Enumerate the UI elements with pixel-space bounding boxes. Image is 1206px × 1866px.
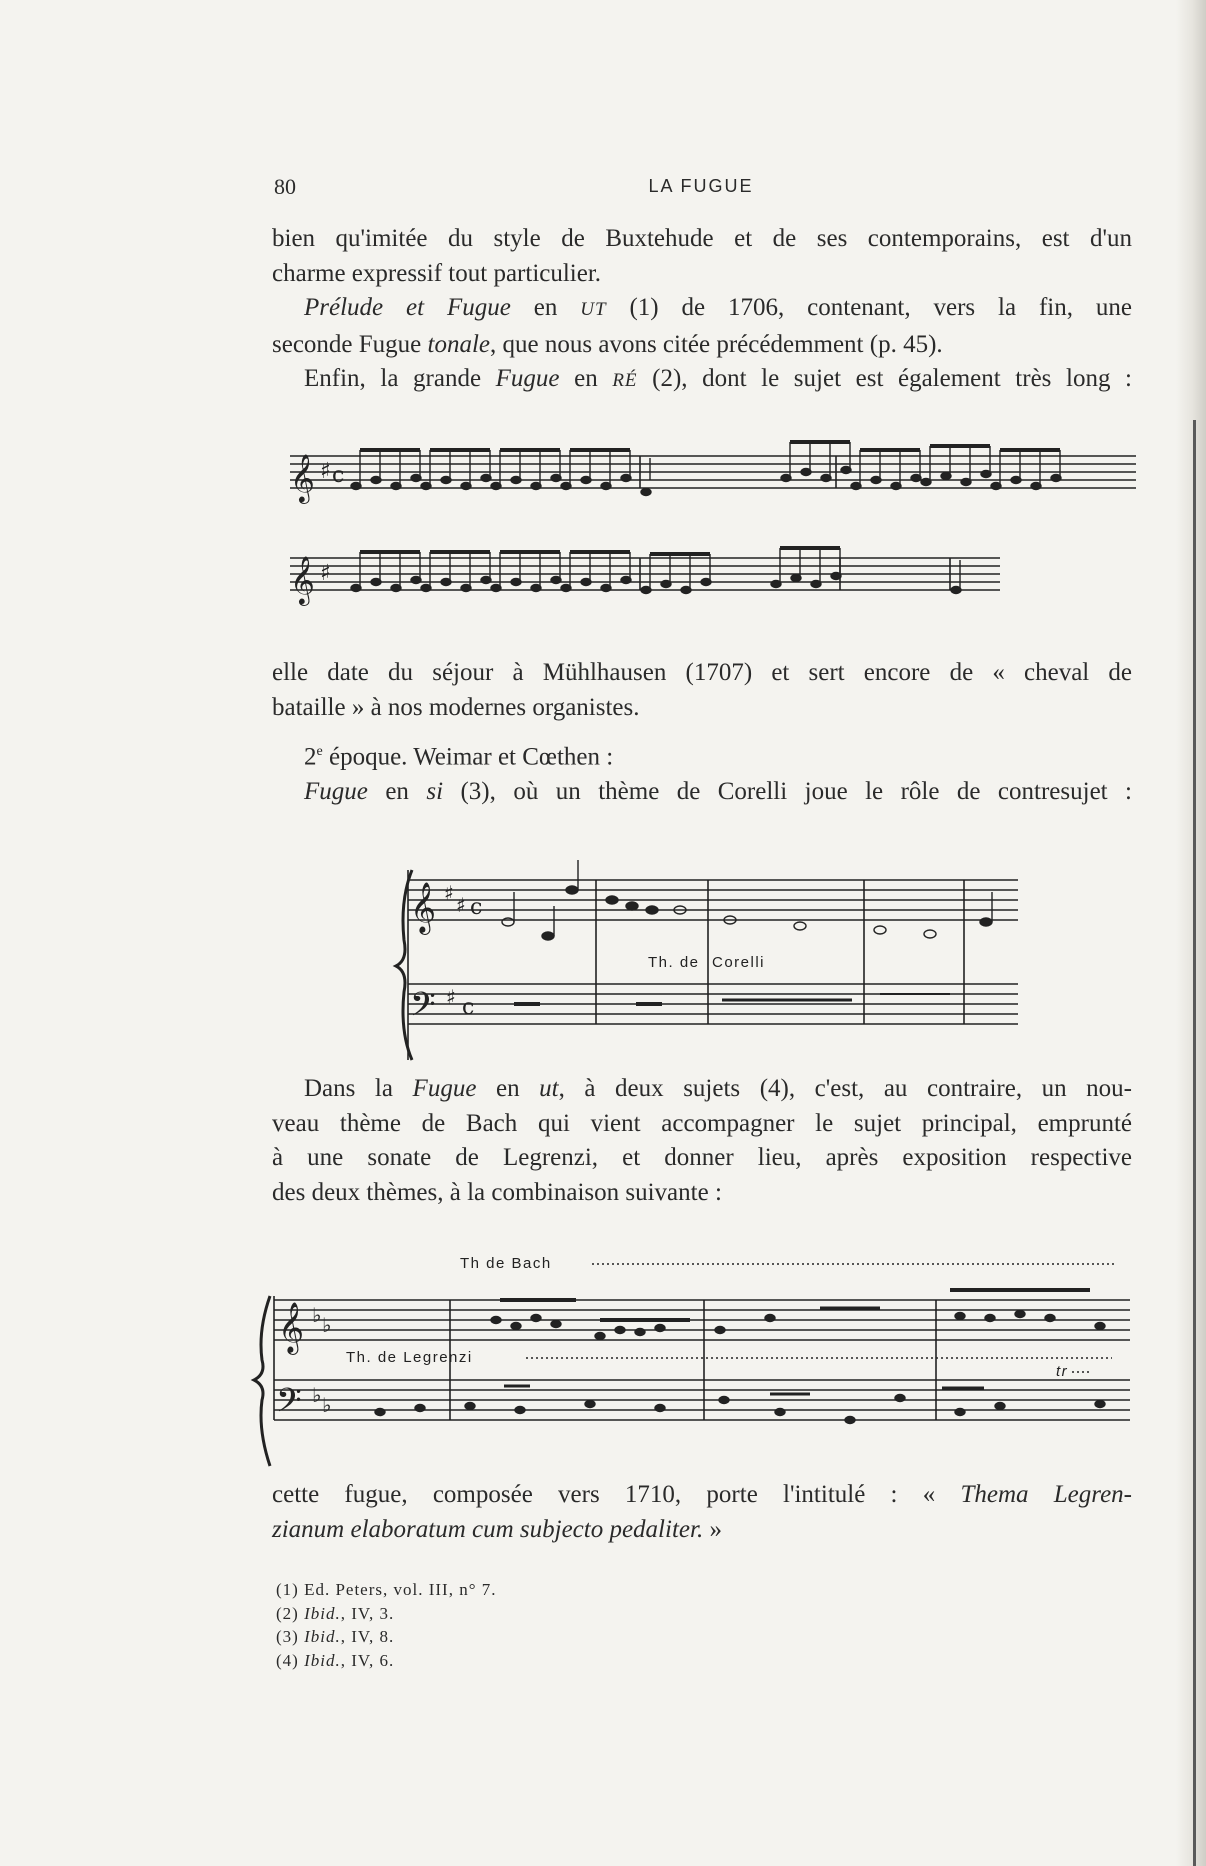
svg-text:c: c [462, 995, 475, 1020]
svg-text:♭: ♭ [322, 1313, 332, 1337]
score-label-corelli-a: Th. de [648, 954, 700, 971]
svg-text:♭: ♭ [312, 1303, 322, 1327]
key-name: UT [580, 299, 607, 320]
svg-text:♯: ♯ [444, 881, 454, 905]
staff-3-treble [274, 1300, 1130, 1340]
score-label-trill: tr [1056, 1363, 1069, 1380]
paragraph-line: bataille » à nos modernes organistes. [272, 693, 640, 721]
svg-text:c: c [470, 895, 483, 920]
text-run: Dans la [304, 1075, 413, 1102]
text-run: (2), dont le sujet est également très long : [637, 365, 1132, 392]
footnote-mark: (4) [276, 1650, 299, 1670]
footnote-text: , IV, 8. [340, 1627, 395, 1646]
footnote-4 [276, 1649, 497, 1673]
text-run: , à deux sujets (4), c'est, au contraire, un nou- [558, 1075, 1133, 1102]
footnote-text: Ibid. [304, 1603, 341, 1623]
score-label-corelli-b: Corelli [712, 954, 766, 971]
footnote-mark: (3) [276, 1627, 299, 1646]
text-run: époque. Weimar et Cœthen : [322, 743, 614, 771]
paragraph-line: à une sonate de Legrenzi, et donner lieu, après exposition respective [272, 1144, 1132, 1171]
footnote-text: , IV, 3. [340, 1603, 395, 1623]
score-label-bach: Th de Bach [460, 1255, 552, 1272]
treble-clef-icon: 𝄞 [290, 453, 315, 502]
footnotes [276, 1578, 497, 1672]
text-run: , que nous avons citée précédemment (p. 45). [490, 330, 943, 358]
text-run: (1) de 1706, contenant, vers la fin, une [606, 294, 1132, 321]
svg-text:♯: ♯ [320, 459, 331, 484]
work-title: Fugue [412, 1075, 477, 1102]
text-run: e [316, 744, 323, 759]
footnote-text: Ibid. [304, 1627, 341, 1646]
paragraph-line: elle date du séjour à Mühlhausen (1707) et sert encore de « cheval de [272, 659, 1132, 686]
paragraph-line: bien qu'imitée du style de Buxtehude et de ses contemporains, est d'un [272, 225, 1132, 252]
text-run: seconde Fugue [272, 330, 428, 358]
text-run: (3), où un thème de Corelli joue le rôle de contresujet : [443, 777, 1132, 805]
score-label-legrenzi: Th. de Legrenzi [346, 1349, 473, 1366]
text-run: en [367, 777, 427, 805]
text-run: en [559, 365, 613, 392]
text-run: » [703, 1515, 722, 1543]
svg-text:♭: ♭ [322, 1393, 332, 1417]
key-name: RÉ [612, 370, 638, 391]
paragraph-line: charme expressif tout particulier. [272, 259, 602, 287]
treble-clef-icon: 𝄞 [278, 1302, 305, 1353]
work-title: zianum elaboratum cum subjecto pedaliter. [272, 1515, 704, 1543]
footnote-text: Ibid. [304, 1650, 341, 1670]
svg-text:♯: ♯ [446, 985, 456, 1009]
footnote-3 [276, 1625, 497, 1649]
svg-text:♯: ♯ [320, 561, 331, 586]
key-name: si [426, 777, 444, 805]
key-name: ut [539, 1075, 559, 1102]
text-run: en [510, 294, 581, 321]
footnote-text: , IV, 6. [340, 1650, 395, 1670]
running-title: LA FUGUE [648, 176, 754, 196]
treble-clef-icon: 𝄞 [410, 882, 437, 933]
work-title: Fugue [304, 777, 368, 805]
bass-clef-icon: 𝄢 [410, 986, 436, 1032]
treble-clef-icon: 𝄞 [290, 555, 315, 604]
staff-3-bass [274, 1380, 1130, 1420]
footnote-mark: (1) [276, 1580, 299, 1599]
footnote-1 [276, 1578, 497, 1602]
paragraph-line: des deux thèmes, à la combinaison suivante : [272, 1178, 722, 1206]
page-number: 80 [274, 174, 296, 199]
footnote-2 [276, 1602, 497, 1626]
bass-clef-icon: 𝄢 [276, 1382, 302, 1428]
text-block-4 [272, 1478, 1132, 1547]
text-run: cette fugue, composée vers 1710, porte l'intitulé : « [272, 1481, 961, 1508]
svg-text:♭: ♭ [312, 1383, 322, 1407]
work-title: Prélude et Fugue [304, 294, 511, 321]
work-title: Fugue [495, 365, 560, 392]
paragraph-line: veau thème de Bach qui vient accompagner le sujet principal, emprunté [272, 1109, 1132, 1137]
svg-text:♯: ♯ [456, 893, 466, 917]
footnote-text: Ed. Peters, vol. III, n° 7. [304, 1580, 497, 1599]
text-run: en [476, 1075, 540, 1102]
svg-text:c: c [332, 463, 345, 488]
work-title: Thema Legren- [960, 1481, 1133, 1508]
text-run: 2 [304, 743, 317, 771]
text-run: tonale [427, 330, 491, 358]
text-run: Enfin, la grande [304, 365, 496, 392]
footnote-mark: (2) [276, 1603, 299, 1623]
